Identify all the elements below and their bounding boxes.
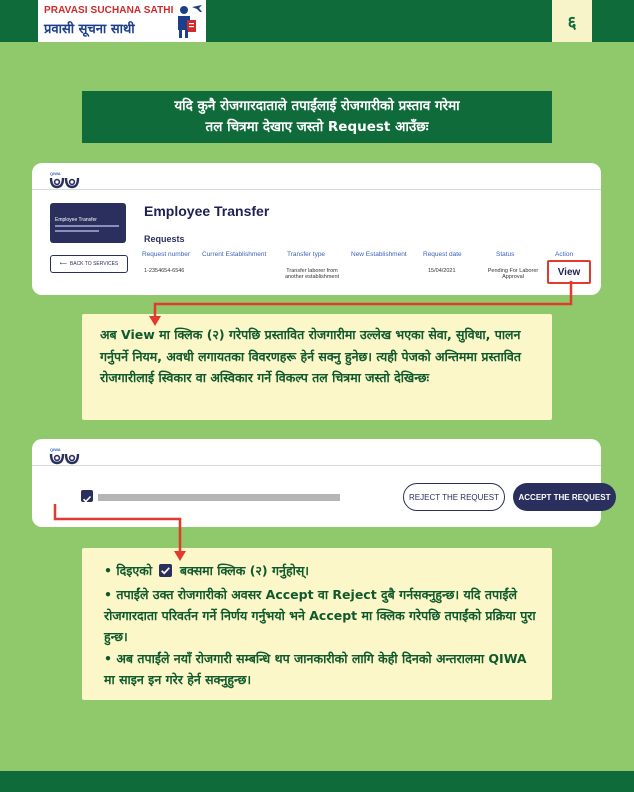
status-line-1: Pending For Laborer bbox=[487, 268, 539, 274]
cell-transfer-type bbox=[276, 268, 348, 280]
intro-line-2: तल चित्रमा देखाए जस्तो Request आउँछः bbox=[205, 119, 429, 135]
page-number: ६ bbox=[552, 0, 592, 42]
col-header-request-number: Request number bbox=[142, 251, 191, 258]
service-card-title: Employee Transfer bbox=[55, 217, 97, 223]
intro-banner bbox=[82, 91, 552, 143]
status-line-2: Approval bbox=[502, 274, 524, 280]
instruction-box-1 bbox=[82, 314, 552, 420]
back-label: BACK TO SERVICES bbox=[69, 261, 119, 267]
reject-request-button[interactable]: REJECT THE REQUEST bbox=[403, 483, 505, 511]
service-card-line bbox=[55, 230, 99, 232]
instruction-item-1 bbox=[104, 560, 539, 581]
cell-status bbox=[478, 268, 548, 280]
brand-logo bbox=[38, 0, 206, 42]
col-header-status: Status bbox=[496, 251, 515, 258]
instruction-box-2 bbox=[82, 548, 552, 700]
accept-request-button[interactable]: ACCEPT THE REQUEST bbox=[513, 483, 616, 511]
svg-text:QIWA: QIWA bbox=[50, 447, 61, 452]
requests-heading: Requests bbox=[144, 234, 185, 244]
col-header-current-establishment: Current Establishment bbox=[202, 251, 267, 258]
transfer-type-line-2: another establishment bbox=[284, 274, 340, 280]
header-divider bbox=[32, 465, 601, 466]
col-header-transfer-type: Transfer type bbox=[287, 251, 326, 258]
redacted-terms-text bbox=[98, 494, 340, 501]
checkmark-icon bbox=[81, 493, 93, 505]
item1-prefix: • दिइएको bbox=[104, 563, 153, 578]
qiwa-logo-icon bbox=[48, 169, 80, 191]
arrow-left-icon: ⟵ bbox=[59, 261, 67, 267]
request-screenshot bbox=[32, 163, 601, 295]
bottom-bar bbox=[0, 771, 634, 792]
col-header-request-date: Request date bbox=[423, 251, 462, 258]
header-divider bbox=[32, 189, 601, 190]
page-title: Employee Transfer bbox=[144, 203, 270, 219]
back-to-services-button[interactable] bbox=[50, 255, 128, 273]
cell-request-number: 1-2354654-6546 bbox=[144, 268, 185, 274]
brand-name-np: प्रवासी सूचना साथी bbox=[44, 22, 135, 37]
agree-checkbox[interactable] bbox=[81, 490, 93, 502]
instruction-item-3: • अब तपाईंले नयाँ रोजगारी सम्बन्धि थप जानकारीको लागि केही दिनको अन्तरालमा QIWA मा साइन इन गरेर हेर्न सक्नुहुन्छ। bbox=[104, 651, 527, 687]
col-header-action: Action bbox=[555, 251, 574, 258]
transfer-type-line-1: Transfer laborer from bbox=[286, 268, 338, 274]
traveler-icon bbox=[170, 3, 204, 39]
checkbox-icon bbox=[159, 564, 172, 577]
instruction-item-2: • तपाईंले उक्त रोजगारीको अवसर Accept वा Reject दुबै गर्नसक्नुहुन्छ। यदि तपाईंले रोजगारदाता परिवर्तन गर्ने निर्णय गर्नुभयो भने Accept मा क्लिक गरेपछि तपाईंको प्रक्रिया पुरा हुन्छ। bbox=[104, 587, 536, 644]
accept-reject-screenshot bbox=[32, 439, 611, 527]
item1-suffix: बक्समा क्लिक (२) गर्नुहोस्। bbox=[179, 563, 310, 578]
cell-request-date: 15/04/2021 bbox=[428, 268, 456, 274]
qiwa-logo-icon bbox=[48, 445, 80, 467]
intro-line-1: यदि कुनै रोजगारदाताले तपाईंलाई रोजगारीको प्रस्ताव गरेमा bbox=[174, 98, 460, 114]
col-header-new-establishment: New Establishment bbox=[351, 251, 407, 258]
service-card-line bbox=[55, 225, 119, 227]
view-button[interactable]: View bbox=[547, 260, 591, 284]
brand-name-en: PRAVASI SUCHANA SATHI bbox=[44, 5, 174, 16]
instruction-text-1: अब View मा क्लिक (२) गरेपछि प्रस्तावित रोजगारीमा उल्लेख भएका सेवा, सुविधा, पालन गर्नुपर्ने नियम, अवधी लगायतका विवरणहरू हेर्न सक्नु हुनेछ। त्यही पेजको अन्तिममा प्रस्तावित रोजगारीलाई स्विकार वा अस्विकार गर्ने विकल्प तल चित्रमा जस्तो देखिन्छः bbox=[100, 327, 522, 385]
service-card[interactable] bbox=[50, 203, 126, 243]
svg-text:QIWA: QIWA bbox=[50, 171, 61, 176]
